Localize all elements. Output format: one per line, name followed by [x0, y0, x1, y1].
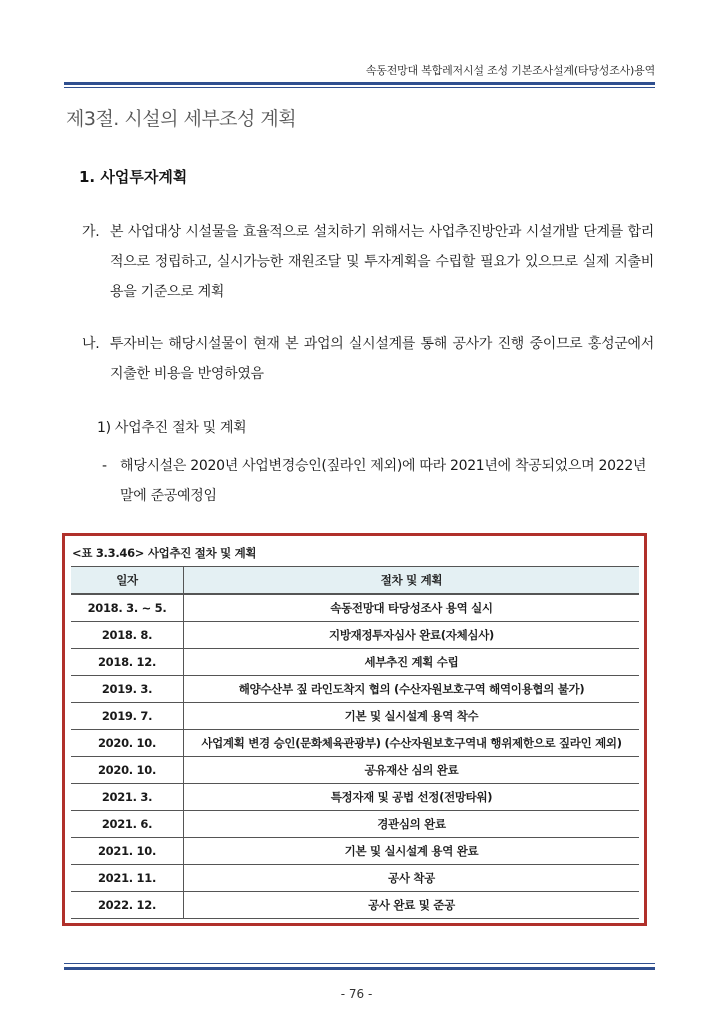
subheading-procedure: 1) 사업추진 절차 및 계획 [97, 420, 247, 436]
plan-cell: 경관심의 완료 [184, 811, 640, 838]
table-caption: <표 3.3.46> 사업추진 절차 및 계획 [72, 546, 257, 560]
bullet-marker: - [102, 458, 107, 474]
plan-cell: 기본 및 실시설계 용역 완료 [184, 838, 640, 865]
table-row [71, 757, 639, 784]
plan-cell: 속동전망대 타당성조사 용역 실시 [184, 594, 640, 622]
date-cell: 2021. 10. [71, 838, 184, 865]
table-row [71, 649, 639, 676]
plan-cell: 공사 착공 [184, 865, 640, 892]
bullet-item [102, 451, 654, 511]
date-cell: 2021. 3. [71, 784, 184, 811]
date-cell: 2021. 6. [71, 811, 184, 838]
plan-cell: 해양수산부 짚 라인도착지 협의 (수산자원보호구역 해역이용협의 불가) [184, 676, 640, 703]
table-row [71, 892, 639, 919]
section-title: 제3절. 시설의 세부조성 계획 [66, 108, 297, 130]
schedule-table [71, 566, 639, 919]
date-cell: 2019. 7. [71, 703, 184, 730]
page-number: - 76 - [340, 987, 373, 1001]
table-row [71, 703, 639, 730]
table-row [71, 838, 639, 865]
paragraph-ga [82, 217, 654, 307]
plan-cell: 지방재정투자심사 완료(자체심사) [184, 622, 640, 649]
header-rule-thin [64, 87, 655, 88]
schedule-table-box [62, 533, 647, 926]
paragraph-text: 투자비는 해당시설물이 현재 본 과업의 실시설계를 통해 공사가 진행 중이므로 홍성군에서 지출한 비용을 반영하였음 [110, 336, 654, 382]
date-cell: 2021. 11. [71, 865, 184, 892]
date-cell: 2022. 12. [71, 892, 184, 919]
plan-cell: 사업계획 변경 승인(문화체육관광부) (수산자원보호구역내 행위제한으로 짚라인 제외) [184, 730, 640, 757]
table-row [71, 622, 639, 649]
footer-rule-thin [64, 963, 655, 964]
table-row [71, 811, 639, 838]
paragraph-marker: 가. [82, 224, 100, 240]
table-header-row [71, 567, 639, 595]
bullet-text: 해당시설은 2020년 사업변경승인(짚라인 제외)에 따라 2021년에 착공되었으며 2022년 말에 준공예정임 [120, 458, 647, 504]
plan-cell: 공사 완료 및 준공 [184, 892, 640, 919]
footer-rule-thick [64, 967, 655, 970]
paragraph-text: 본 사업대상 시설물을 효율적으로 설치하기 위해서는 사업추진방안과 시설개발 단계를 합리적으로 정립하고, 실시가능한 재원조달 및 투자계획을 수립할 필요가 있으므로 실제 지출비용을 기준으로 계획 [110, 224, 654, 300]
header-rule-thick [64, 82, 655, 85]
date-cell: 2020. 10. [71, 730, 184, 757]
date-cell: 2018. 8. [71, 622, 184, 649]
heading-investment-plan: 1. 사업투자계획 [79, 168, 188, 186]
paragraph-na [82, 329, 654, 389]
table-row [71, 676, 639, 703]
date-cell: 2020. 10. [71, 757, 184, 784]
running-header: 속동전망대 복합레저시설 조성 기본조사설계(타당성조사)용역 [365, 64, 655, 77]
plan-cell: 세부추진 계획 수립 [184, 649, 640, 676]
table-row [71, 730, 639, 757]
plan-cell: 기본 및 실시설계 용역 착수 [184, 703, 640, 730]
date-cell: 2019. 3. [71, 676, 184, 703]
column-header-plan: 절차 및 계획 [184, 567, 640, 595]
table-row [71, 784, 639, 811]
table-row [71, 594, 639, 622]
paragraph-marker: 나. [82, 336, 100, 352]
date-cell: 2018. 12. [71, 649, 184, 676]
plan-cell: 공유재산 심의 완료 [184, 757, 640, 784]
column-header-date: 일자 [71, 567, 184, 595]
plan-cell: 특정자재 및 공법 선정(전망타워) [184, 784, 640, 811]
date-cell: 2018. 3. ~ 5. [71, 594, 184, 622]
table-row [71, 865, 639, 892]
